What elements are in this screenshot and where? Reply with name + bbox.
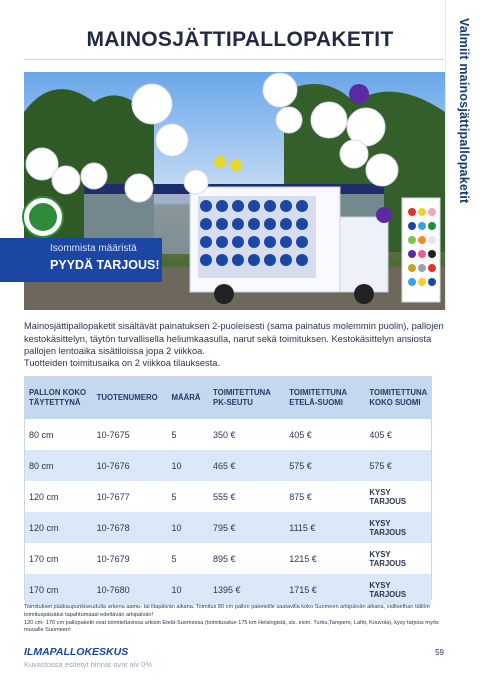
cell-product-number: 10-7675 [96,429,130,440]
note-line: 120 cm- 170 cm pallopaketit ovat toimitettavissa arkisin Etelä-Suomessa (toimitusalue 175 km Helsingistä, sis. esim. Turku,Tampere, Lahti, Kouvola), kysy tarjous myös muualle Suomeen! [24,619,439,634]
cell-quantity: 5 [171,553,177,564]
cell-pk-seutu: 465 € [209,450,285,481]
cell-product-number: 10-7678 [93,512,168,543]
side-tab [445,0,480,310]
cell-size: 80 cm [25,450,93,481]
col-etela-suomi: TOIMITETTUNA ETELÄ-SUOMI [285,377,365,419]
table-row [25,512,431,543]
page-number: 59 [435,648,444,657]
cell-size: 120 cm [29,491,59,502]
cell-etela-suomi: 575 € [285,450,365,481]
price-table [24,376,432,600]
package-description: Mainosjättipallopaketit sisältävät painatuksen 2-puoleisesti (sama painatus molemmin puolin), pallojen kestokäsittelyn, täytön turvallisella heliumkaasulla, narut sekä toimituksen. Kestokäsittelyn ansiosta pallojen lentoaika sisätiloissa jopa 2 viikkoa. [24,321,444,356]
table-row [25,419,431,450]
cell-product-number: 10-7676 [93,450,168,481]
cta-title: PYYDÄ TARJOUS! [50,258,160,272]
vat-note: Kuvastossa esitetyt hinnat ovat alv 0% [24,660,152,669]
title-divider [24,59,444,60]
col-pk-seutu: TOIMITETTUNA PK-SEUTU [209,377,285,419]
cell-koko-suomi: KYSY TARJOUS [369,549,407,568]
cell-koko-suomi: KYSY TARJOUS [369,487,407,506]
cell-etela-suomi: 1215 € [289,553,317,564]
page-title: MAINOSJÄTTIPALLOPAKETIT [86,28,394,51]
cell-pk-seutu: 795 € [209,512,285,543]
cell-product-number: 10-7677 [96,491,130,502]
table-row [25,450,431,481]
cell-etela-suomi: 405 € [289,429,312,440]
cell-pk-seutu: 350 € [213,429,236,440]
brand-logo-text: ILMAPALLOKESKUS [24,646,129,658]
table-row [25,543,431,574]
cell-etela-suomi: 1115 € [285,512,365,543]
delivery-time: Tuotteiden toimitusaika on 2 viikkoa tilauksesta. [24,358,221,368]
cell-quantity: 10 [167,512,209,543]
cell-pk-seutu: 895 € [213,553,236,564]
cell-size: 80 cm [29,429,54,440]
cell-size: 170 cm [29,553,59,564]
cta-subtitle: Isommista määristä [50,243,137,254]
col-koko-suomi: TOIMITETTUNA KOKO SUOMI [365,377,431,419]
cell-quantity: 10 [167,574,209,605]
col-size: PALLON KOKO TÄYTETTYNÄ [25,377,93,419]
col-quantity: MÄÄRÄ [167,377,209,419]
cell-size: 120 cm [25,512,93,543]
cell-koko-suomi: 575 € [365,450,431,481]
cell-quantity: 5 [171,491,177,502]
cell-quantity: 5 [171,429,177,440]
cell-etela-suomi: 1715 € [285,574,365,605]
cell-pk-seutu: 1395 € [209,574,285,605]
side-title: Valmiit mainosjättipallopaketit [457,18,471,204]
cell-koko-suomi: KYSY TARJOUS [365,512,431,543]
cell-quantity: 10 [167,450,209,481]
cell-size: 170 cm [25,574,93,605]
request-quote-banner[interactable] [0,238,162,282]
checkmark-icon [29,203,57,231]
cell-etela-suomi: 875 € [289,491,312,502]
cell-product-number: 10-7680 [93,574,168,605]
col-product-number: TUOTENUMERO [93,377,168,419]
note-line: Toimitukset pääkaupunkiseudulla arkena aamu- tai iltapäivän aikana. Toimitus 80 cm pallon paketeille saatavilla koko Suomeen arkipäivän aikana, valitsethan tällöin toimituspäiväksi tapahtumaasi edeltävän arkipäivän! [24,604,430,618]
delivery-notes [24,604,444,635]
cell-product-number: 10-7679 [96,553,130,564]
quality-badge [22,196,64,238]
table-row [25,481,431,512]
cell-koko-suomi: KYSY TARJOUS [365,574,431,605]
table-row [25,574,431,605]
table-header-row [25,377,431,419]
cell-koko-suomi: 405 € [369,429,392,440]
cell-pk-seutu: 555 € [213,491,236,502]
